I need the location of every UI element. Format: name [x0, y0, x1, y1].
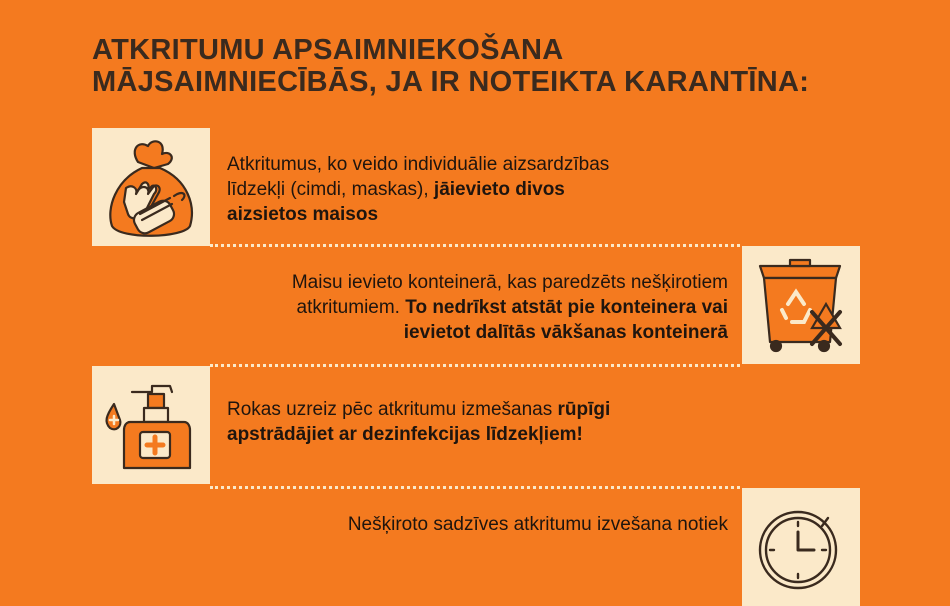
- step-1-icon-card: [92, 128, 210, 246]
- divider-1: [210, 244, 740, 247]
- step-3-text: [227, 397, 610, 447]
- hand-sanitizer-icon: [92, 366, 210, 484]
- divider-2: [210, 364, 740, 367]
- step-3-line-1: Rokas uzreiz pēc atkritumu izmešanas: [227, 399, 558, 420]
- step-2-line-1: Maisu ievieto konteinerā, kas paredzēts nešķirotiem: [291, 272, 728, 293]
- step-2-icon-card: [742, 246, 860, 364]
- step-1-line-3-bold: aizsietos maisos: [227, 204, 379, 225]
- page-title: [92, 34, 809, 98]
- step-2-text: [168, 270, 728, 345]
- step-3-line-1-bold: rūpīgi: [557, 399, 611, 420]
- clock-icon: [742, 488, 860, 606]
- step-1-text: [227, 152, 609, 227]
- step-2-line-2-bold: To nedrīkst atstāt pie konteinera vai: [405, 297, 728, 318]
- divider-3: [210, 486, 740, 489]
- title-line-2: MĀJSAIMNIECĪBĀS, JA IR NOTEIKTA KARANTĪNA:: [92, 66, 810, 98]
- step-1-line-1: Atkritumus, ko veido individuālie aizsardzības: [227, 154, 610, 175]
- step-1-line-2: līdzekļi (cimdi, maskas),: [227, 179, 434, 200]
- step-3-icon-card: [92, 366, 210, 484]
- step-4-icon-card: [742, 488, 860, 606]
- trash-bag-gloves-mask-icon: [92, 128, 210, 246]
- title-line-1: ATKRITUMU APSAIMNIEKOŠANA: [92, 34, 564, 66]
- step-1-line-2-bold: jāievieto divos: [433, 179, 565, 200]
- step-2-line-2: atkritumiem.: [296, 297, 406, 318]
- step-3-line-2-bold: apstrādājiet ar dezinfekcijas līdzekļiem!: [227, 424, 583, 445]
- recycling-bin-crossed-icon: [742, 246, 860, 364]
- step-2-line-3-bold: ievietot dalītās vākšanas konteinerā: [403, 322, 728, 343]
- step-4-text: [168, 512, 728, 537]
- step-4-line-1: Nešķiroto sadzīves atkritumu izvešana notiek: [347, 514, 728, 535]
